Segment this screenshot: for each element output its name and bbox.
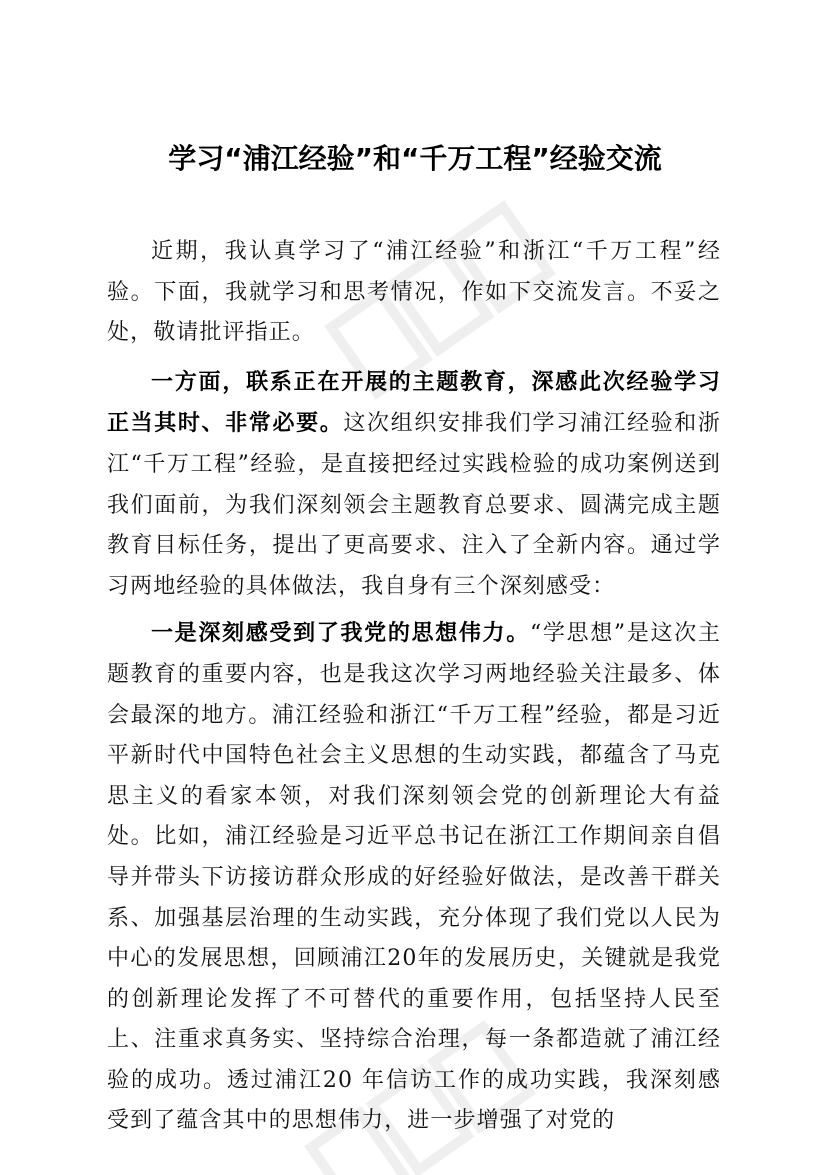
paragraph-lead: 一是深刻感受到了我党的思想伟力。 [151, 620, 530, 647]
document-body [107, 232, 721, 1142]
paragraph-lead: 一方面，联系正在开展的主题教育，深感此次经验学习正当其时、非常必要。 [107, 368, 721, 437]
paragraph-point-one [107, 613, 721, 1142]
paragraph-intro [107, 232, 721, 354]
paragraph-text: 这次组织安排我们学习浦江经验和浙江“千万工程”经验，是直接把经过实践检验的成功案例送到我们面前，为我们深刻领会主题教育总要求、圆满完成主题教育目标任务，提出了更高要求、注入了全新内容。通过学习两地经验的具体做法，我自身有三个深刻感受： [107, 411, 721, 599]
paragraph-text: “学思想”是这次主题教育的重要内容，也是我这次学习两地经验关注最多、体会最深的地方。浦江经验和浙江“千万工程”经验，都是习近平新时代中国特色社会主义思想的生动实践，都蕴含了马克思主义的看家本领，对我们深刻领会党的创新理论大有益处。比如，浦江经验是习近平总书记在浙江工作期间亲自倡导并带头下访接访群众形成的好经验好做法，是改善干群关系、加强基层治理的生动实践，充分体现了我们党以人民为中心的发展思想，回顾浦江20年的发展历史，关键就是我党的创新理论发挥了不可替代的重要作用，包括坚持人民至上、注重求真务实、坚持综合治理，每一条都造就了浦江经验的成功。透过浦江20 年信访工作的成功实践，我深刻感受到了蕴含其中的思想伟力，进一步增强了对党的 [107, 621, 721, 1134]
paragraph-text: 近期，我认真学习了“浦江经验”和浙江“千万工程”经验。下面，我就学习和思考情况，作如下交流发言。不妥之处，敬请批评指正。 [107, 239, 721, 346]
document-title: 学习“浦江经验”和“千万工程”经验交流 [168, 141, 662, 175]
paragraph-aspect-one [107, 362, 721, 608]
